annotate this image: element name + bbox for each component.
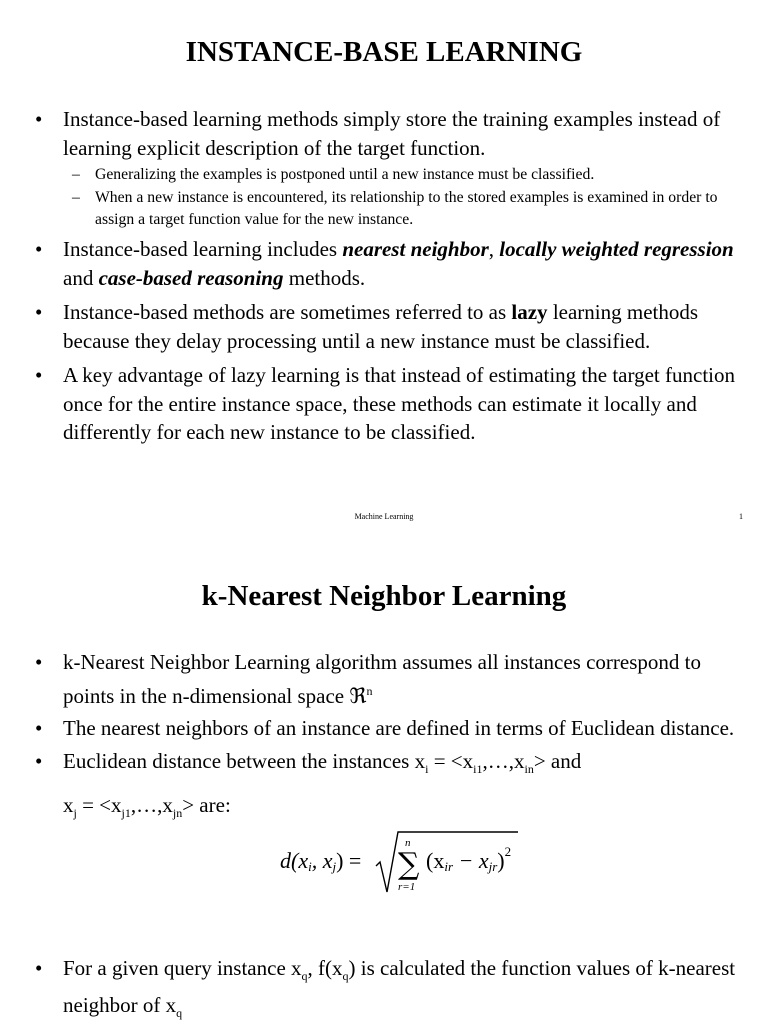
sub-bullet-list [63, 164, 746, 231]
euclidean-line-1 [63, 748, 582, 776]
bullet-item [0, 105, 768, 231]
superscript-n: n [366, 683, 373, 698]
bullet-item [0, 298, 768, 355]
term-case-based-reasoning: case-based reasoning [98, 265, 284, 290]
text-segment: = <x [76, 793, 122, 818]
subscript: q [301, 969, 308, 984]
sum-upper-limit: n [405, 837, 411, 849]
bullet-dot-icon: • [35, 956, 43, 980]
bullet-text: Instance-based methods are sometimes referred to as [63, 300, 512, 324]
slide-title: k-Nearest Neighbor Learning [201, 580, 567, 612]
text-segment: Euclidean distance between the instances x [63, 748, 426, 773]
bullet-dot-icon: • [35, 716, 43, 740]
sum-lower-limit: r=1 [398, 881, 416, 893]
formula-term: (xir − xjr)$^2$ [426, 844, 512, 874]
slide-title: INSTANCE-BASE LEARNING [185, 36, 583, 68]
subscript: q [176, 1005, 183, 1020]
text-segment: ) is calculated the function values of k-nearest neighbor of x [63, 956, 736, 1017]
text-segment: x [63, 793, 74, 818]
bullet-list [0, 648, 768, 828]
subscript: q [342, 969, 349, 984]
bullet-item [0, 361, 768, 447]
bullet-item [0, 235, 768, 292]
dash-icon: – [72, 189, 80, 206]
subscript: jn [172, 806, 183, 821]
subscript: i1 [473, 761, 483, 776]
sigma-icon: ∑ [398, 847, 420, 882]
bullet-text: , [488, 237, 500, 261]
bullet-text: The nearest neighbors of an instance are defined in terms of Euclidean distance. [63, 716, 735, 740]
subscript: j1 [121, 806, 131, 821]
text-segment: ,…,x [482, 748, 525, 773]
text-segment: ,…,x [130, 793, 173, 818]
bullet-text: Instance-based learning methods simply store the training examples instead of learning explicit description of the target function. [63, 107, 721, 160]
text-segment: For a given query instance x [63, 956, 302, 980]
sub-bullet-text: Generalizing the examples is postponed until a new instance must be classified. [95, 166, 595, 183]
formula-svg [280, 826, 540, 906]
bullet-text: methods. [283, 265, 366, 290]
sub-bullet-text: When a new instance is encountered, its relationship to the stored examples is examined in order to assign a target function value for the new instance. [95, 189, 718, 228]
subscript: i [425, 761, 429, 776]
bullet-text: learning methods because they delay processing until a new instance must be classified. [63, 300, 699, 353]
bullet-text: Instance-based learning includes [63, 237, 343, 261]
bullet-dot-icon: • [35, 300, 43, 324]
text-segment: > and [533, 748, 582, 773]
bullet-item [0, 648, 768, 710]
bullet-item [0, 954, 768, 1027]
subscript: j [73, 806, 77, 821]
term-locally-weighted-regression: locally weighted regression [499, 237, 734, 261]
bullet-item [0, 747, 768, 828]
bullet-text: and [63, 265, 99, 290]
text-segment: > are: [182, 793, 231, 818]
sub-bullet-item [63, 187, 746, 231]
slide-knn-learning [0, 530, 768, 1024]
text-segment: = <x [428, 748, 474, 773]
bullet-text: k-Nearest Neighbor Learning algorithm assumes all instances correspond to points in the n-dimensional space ℜ [63, 650, 701, 708]
euclidean-distance-formula [280, 826, 540, 906]
footer-page-number: 1 [739, 512, 743, 521]
term-nearest-neighbor: nearest neighbor [342, 237, 489, 261]
bullet-dot-icon: • [35, 650, 43, 674]
bullet-dot-icon: • [35, 107, 43, 131]
footer-course-title: Machine Learning [354, 512, 414, 521]
dash-icon: – [72, 166, 80, 183]
bullet-item [0, 714, 768, 743]
euclidean-line-2 [0, 791, 746, 828]
bullet-dot-icon: • [35, 237, 43, 261]
bullet-dot-icon: • [35, 363, 43, 387]
term-lazy: lazy [511, 300, 548, 324]
formula-lhs: d(xi, xj) = [280, 848, 362, 874]
subscript: in [524, 761, 534, 776]
bullet-text: A key advantage of lazy learning is that instead of estimating the target function once for the entire instance space, these methods can estimate it locally and differently for each new instance to be classified. [63, 363, 735, 444]
text-segment: , f(x [307, 956, 343, 980]
bullet-list [0, 105, 768, 447]
sub-bullet-item [63, 164, 746, 186]
bullet-list-bottom [0, 954, 768, 1027]
bullet-dot-icon: • [35, 748, 43, 773]
